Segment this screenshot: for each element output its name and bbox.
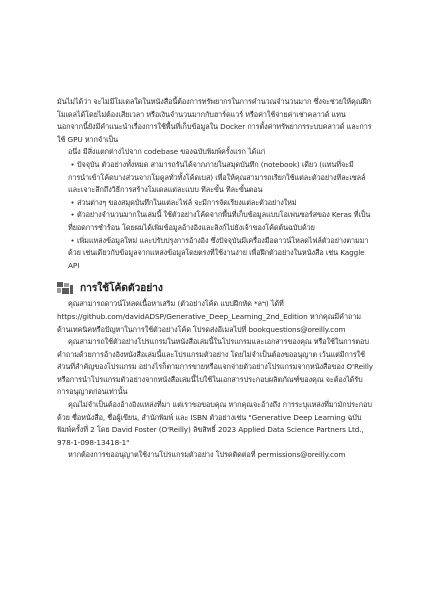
intro-paragraph: อนึ่ง มีสิ่งแตกต่างไปจาก codebase ของฉบับพิมพ์ครั้งแรก ได้แก่ — [68, 147, 266, 157]
body-paragraph: คุณสามารถใช้ตัวอย่างโปรแกรมในหนังสือเล่มนี้ในโปรแกรมและเอกสารของคุณ หรือใช้ในการตอบคำถามด้วยการอ้างอิงหนังสือเล่มนี้และโปรแกรมตัวอย่าง โดยไม่จำเป็นต้องขออนุญาต เว้นแต่มีการใช้ส่วนที่สำคัญของโปรแกรม อย่างไรก็ตามการขายหรือแจกจ่ายตัวอย่างโปรแกรมจากหนังสือของ O'Reilly หรือการนำโปรแกรมตัวอย่างจากหนังสือเล่มนี้ไปใช้ในเอกสารประกอบผลิตภัณฑ์ของคุณ จะต้องได้รับการอนุญาตก่อนเท่านั้น — [57, 337, 373, 397]
bullet-icon: • — [70, 197, 75, 207]
body-paragraph: หากต้องการขออนุญาตใช้งานโปรแกรมตัวอย่าง โปรดติดต่อที่ permissions@oreilly.com — [68, 450, 346, 460]
list-item — [57, 159, 373, 197]
bullet-icon: • — [70, 159, 75, 169]
intro-paragraph: มันไม่ได้ว่า จะไม่มีโมเดลใดในหนังสือนี้ต้องการทรัพยากรในการคำนวณจำนวนมาก ซึ่งจะช่วยให้คุณฝึกโมเดลได้โดยไม่ต้องเสียเวลา หรือเงินจำนวนมากกับฮาร์ดแวร์ หรือค่าใช้จ่ายค่าเช่าคลาวด์ แทน นอกจากนี้ยังมีคำแนะนำเรื่องการใช้พื้นที่เก็บข้อมูลใน Docker การตั้งค่าทรัพยากรระบบคลาวด์ และการใช้ GPU หากจำเป็น — [57, 97, 372, 144]
code-example-icon — [57, 282, 73, 294]
list-item — [57, 197, 373, 210]
bullet-list — [57, 159, 373, 272]
list-item — [57, 209, 373, 234]
bullet-icon: • — [70, 235, 75, 245]
list-item — [57, 235, 373, 273]
section-title: การใช้โค้ดตัวอย่าง — [80, 282, 163, 295]
list-item-text: ส่วนต่างๆ ของสมุดบันทึกในแต่ละไฟล์ จะมีการจัดเรียงแต่ละตัวอย่างใหม่ — [77, 197, 297, 207]
body-paragraph: คุณสามารถดาวน์โหลดเนื้อหาเสริม (ตัวอย่างโค้ด แบบฝึกหัด *ลฯ) ได้ที่ https://github.com/davidADSP/Generative_Deep_Learning_2nd_Edition หากคุณมีคำถามด้านเทคนิคหรือปัญหาในการใช้ตัวอย่างโค้ด โปรดส่งอีเมลไปที่ bookquestions@oreilly.com — [57, 299, 361, 334]
list-item-text: ตัวอย่างจำนวนมากในเล่มนี้ ใช้ตัวอย่างโค้ดจากพื้นที่เก็บข้อมูลแบบโอเพ่นซอร์สของ Keras ที่เป็นที่ยอดการชำร้อน โดยผมได้เพิ่มข้อมูลอ้างอิงและลิงก์ไปยังเจ้าของโค้ดต้นฉบับด้วย — [68, 210, 371, 232]
list-item-text: เพิ่มแหล่งข้อมูลใหม่ และปรับปรุงการอ้างอิง ซึ่งปัจจุบันมีเครื่องมือดาวน์โหลดไฟล์ตัวอย่างตามมาด้วย เช่นเดียวกับข้อมูลจากแหล่งข้อมูลโดยตรงที่ใช้งานง่าย เพื่อฝึกตัวอย่างในหนังสือ เช่น Kaggle API — [68, 235, 369, 270]
list-item-text: ปัจจุบัน ตัวอย่างทั้งหมด สามารถรันได้จากภายในสมุดบันทึก (notebook) เดียว (แทนที่จะมีการนำเข้าโค้ดบางส่วนจากโมดูลทั่วทั้งโค้ดเบส) เพื่อให้คุณสามารถเรียกใช้แต่ละตัวอย่างทีละเซลล์ และเจาะลึกถึงวิธีการสร้างโมเดลแต่ละแบบ ทีละขั้น ทีละขั้นตอน — [68, 159, 366, 195]
section-heading — [57, 281, 373, 295]
page-content — [57, 96, 373, 462]
body-paragraph: คุณไม่จำเป็นต้องอ้างอิงแหล่งที่มา แต่เราขอขอบคุณ หากคุณจะอ้างถึง การระบุแหล่งที่มามักประกอบด้วย ชื่อหนังสือ, ชื่อผู้เขียน, สำนักพิมพ์ และ ISBN ตัวอย่างเช่น "Generative Deep Learning ฉบับพิมพ์ครั้งที่ 2 โดย David Foster (O'Reilly) ลิขสิทธิ์ 2023 Applied Data Science Partners Ltd., 978-1-098-13418-1" — [57, 400, 372, 447]
bullet-icon: • — [70, 210, 75, 220]
